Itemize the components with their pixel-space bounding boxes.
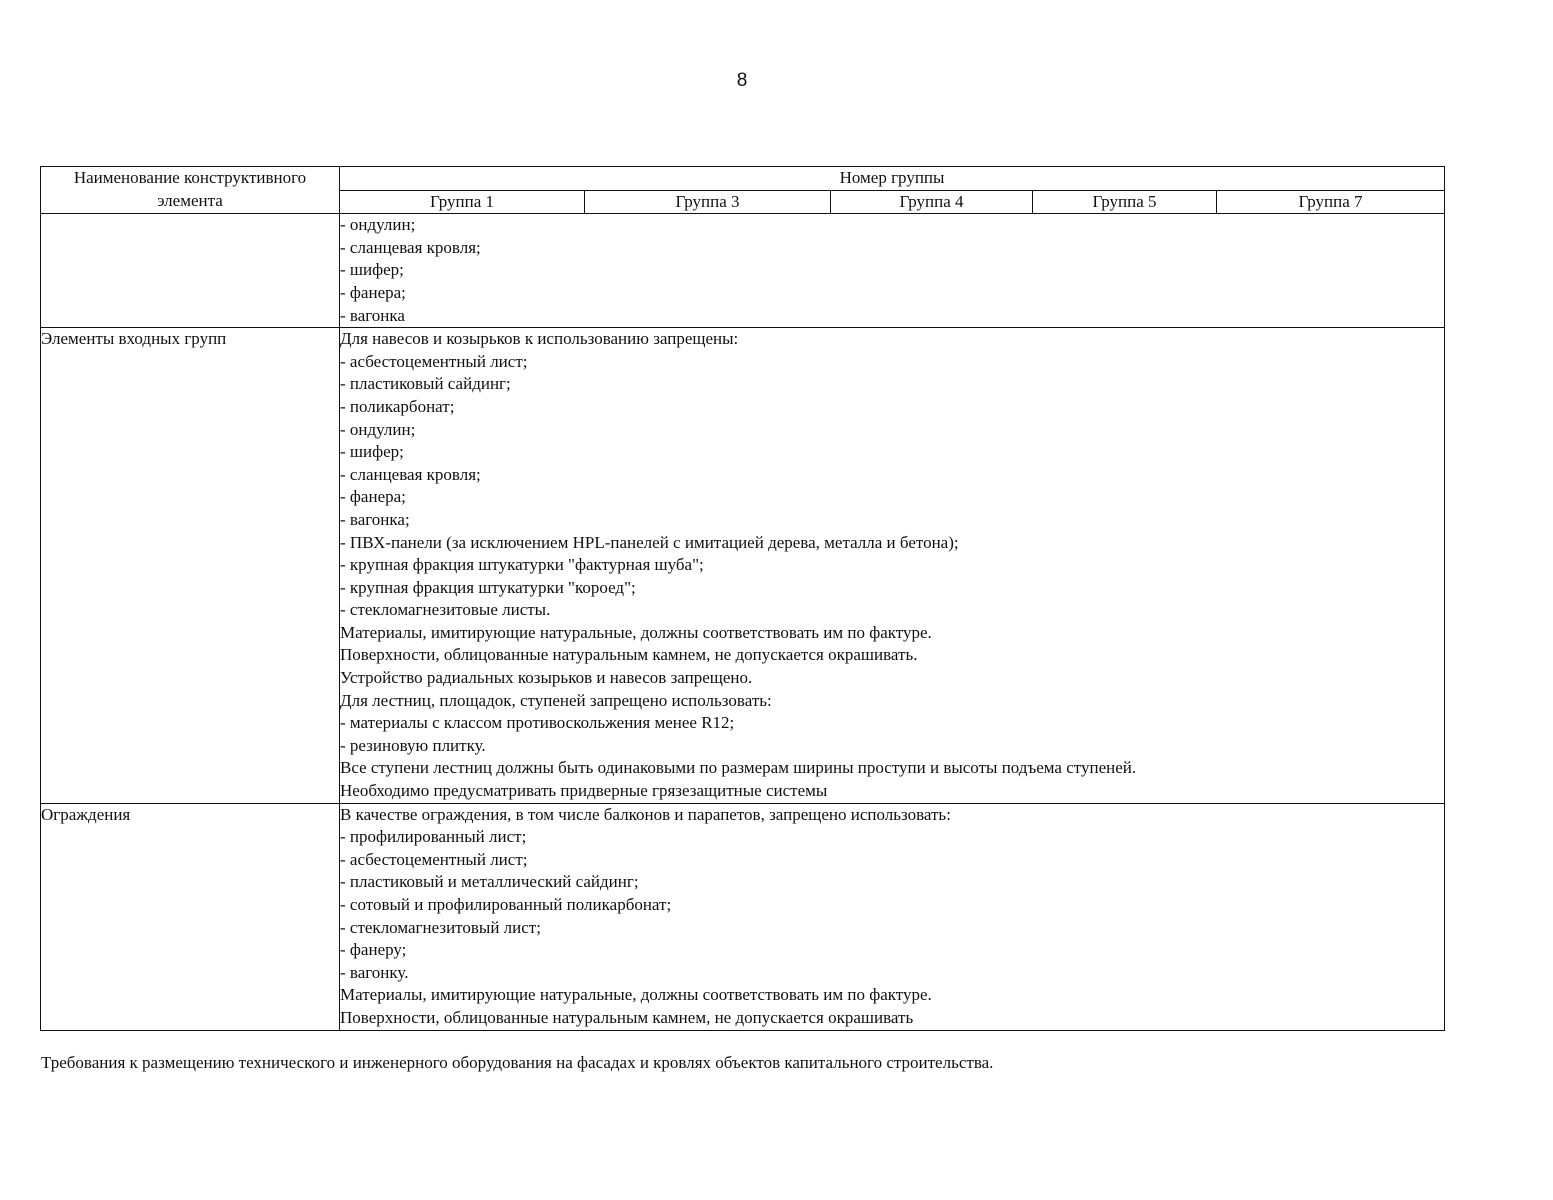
- requirement-line: - материалы с классом противоскольжения менее R12;: [340, 713, 735, 733]
- requirement-line: - вагонка;: [340, 509, 410, 529]
- requirement-line: - фанеру;: [340, 940, 407, 960]
- row-name: [41, 214, 340, 328]
- footer-text: Требования к размещению технического и инженерного оборудования на фасадах и кровлях объектов капитального строительства.: [41, 1053, 994, 1072]
- header-group-4: Группа 4: [831, 190, 1033, 214]
- requirement-line: - пластиковый сайдинг;: [340, 374, 511, 394]
- requirement-line: Необходимо предусматривать придверные грязезащитные системы: [340, 781, 828, 801]
- requirement-line: - крупная фракция штукатурки "фактурная шуба";: [340, 555, 704, 575]
- requirement-line: - асбестоцементный лист;: [340, 351, 528, 371]
- header-element-name: Наименование конструктивного элемента: [41, 167, 340, 214]
- requirement-line: - ПВХ-панели (за исключением HPL-панелей с имитацией дерева, металла и бетона);: [340, 532, 959, 552]
- requirement-line: - шифер;: [340, 260, 404, 280]
- requirement-line: - сланцевая кровля;: [340, 464, 481, 484]
- requirement-line: Для навесов и козырьков к использованию запрещены:: [340, 329, 739, 349]
- requirement-line: - сланцевая кровля;: [340, 237, 481, 257]
- requirement-line: - асбестоцементный лист;: [340, 849, 528, 869]
- requirement-line: - вагонка: [340, 305, 405, 325]
- header-group-7: Группа 7: [1217, 190, 1445, 214]
- header-group-1: Группа 1: [340, 190, 585, 214]
- requirement-line: - стекломагнезитовые листы.: [340, 600, 551, 620]
- requirement-line: Для лестниц, площадок, ступеней запрещено использовать:: [340, 690, 772, 710]
- requirement-line: - шифер;: [340, 442, 404, 462]
- requirement-line: В качестве ограждения, в том числе балконов и парапетов, запрещено использовать:: [340, 804, 951, 824]
- requirement-line: - пластиковый и металлический сайдинг;: [340, 872, 639, 892]
- requirements-table: [40, 166, 1445, 1031]
- requirement-line: - стекломагнезитовый лист;: [340, 917, 541, 937]
- row-requirements: [340, 803, 1445, 1030]
- requirement-line: - ондулин;: [340, 419, 416, 439]
- requirement-line: Материалы, имитирующие натуральные, должны соответствовать им по фактуре.: [340, 622, 932, 642]
- header-group-3: Группа 3: [585, 190, 831, 214]
- table-header: [41, 167, 1445, 214]
- requirement-line: - резиновую плитку.: [340, 735, 486, 755]
- header-group-5: Группа 5: [1033, 190, 1217, 214]
- requirement-line: - вагонку.: [340, 962, 409, 982]
- requirement-line: - сотовый и профилированный поликарбонат;: [340, 895, 672, 914]
- requirement-line: - фанера;: [340, 282, 406, 302]
- row-requirements: [340, 328, 1445, 803]
- requirement-line: Поверхности, облицованные натуральным камнем, не допускается окрашивать.: [340, 645, 918, 665]
- requirement-line: - профилированный лист;: [340, 827, 527, 847]
- requirement-line: Все ступени лестниц должны быть одинаковыми по размерам ширины проступи и высоты подъема ступеней.: [340, 758, 1137, 778]
- table-row: [41, 803, 1445, 1030]
- requirement-line: - фанера;: [340, 487, 406, 507]
- header-group-number: Номер группы: [340, 167, 1445, 191]
- requirement-line: - крупная фракция штукатурки "короед";: [340, 577, 636, 597]
- table-row: [41, 328, 1445, 803]
- row-requirements: [340, 214, 1445, 328]
- requirement-line: - ондулин;: [340, 215, 416, 235]
- table-row: [41, 214, 1445, 328]
- requirement-line: - поликарбонат;: [340, 396, 455, 416]
- page-number: 8: [736, 70, 748, 91]
- row-name: Ограждения: [41, 803, 340, 1030]
- row-name: Элементы входных групп: [41, 328, 340, 803]
- requirement-line: Поверхности, облицованные натуральным камнем, не допускается окрашивать: [340, 1007, 914, 1027]
- requirement-line: Устройство радиальных козырьков и навесов запрещено.: [340, 668, 753, 688]
- requirement-line: Материалы, имитирующие натуральные, должны соответствовать им по фактуре.: [340, 985, 932, 1005]
